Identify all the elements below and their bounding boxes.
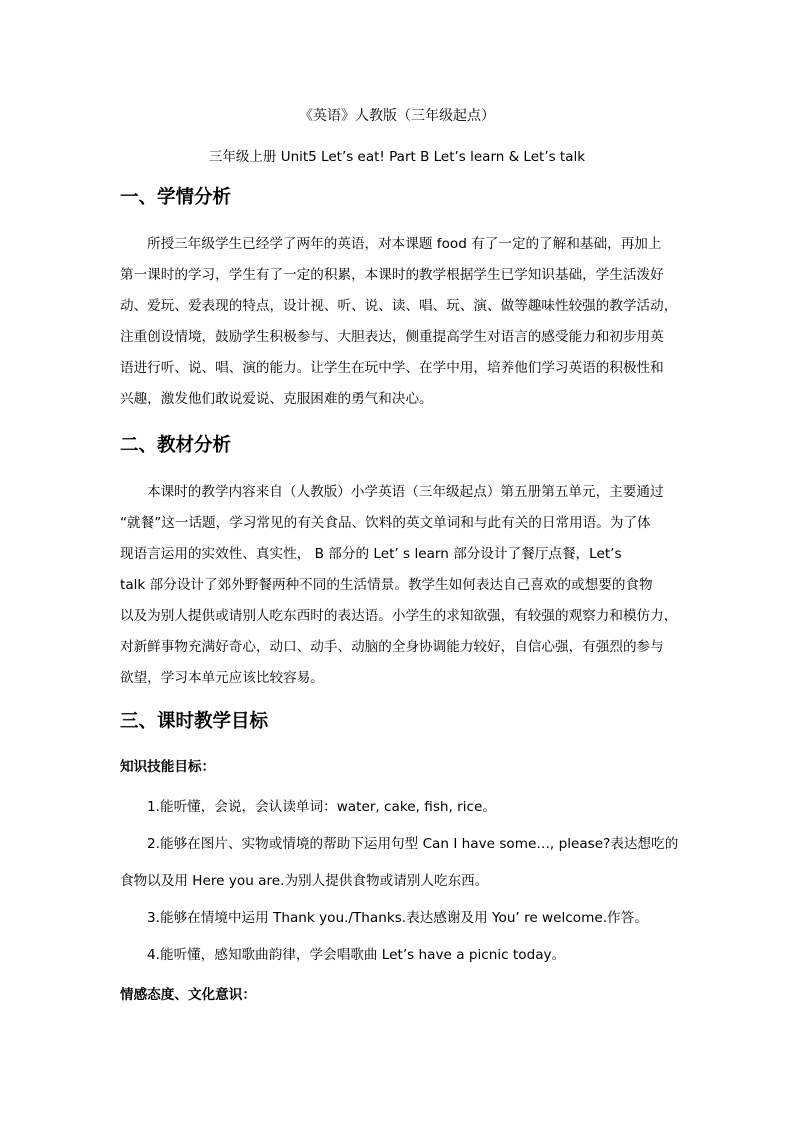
paragraph-line: 欲望，学习本单元应该比较容易。 [120, 670, 324, 686]
goal-item: 4.能听懂，感知歌曲韵律，学会唱歌曲 Let’s have a picnic today。 [147, 947, 566, 963]
knowledge-skills-label: 知识技能目标： [120, 759, 216, 775]
section-heading-teaching-goals: 三、课时教学目标 [120, 711, 269, 732]
goals-list [120, 789, 680, 974]
paragraph-line: 现语言运用的实效性、真实性， B 部分的 Let’ s learn 部分设计了餐厅点餐，Let’s [120, 546, 622, 562]
goal-item: 3.能够在情境中运用 Thank you./Thanks.表达感谢及用 You’ re welcome.作答。 [147, 910, 648, 926]
paragraph-line: 所授三年级学生已经学了两年的英语，对本课题 food 有了一定的了解和基础，再加上 [147, 236, 662, 252]
document-subtitle: 三年级上册 Unit5 Let’s eat! Part B Let’s learn & Let’s talk [208, 149, 586, 165]
goal-item: 2.能够在图片、实物或情境的帮助下运用句型 Can I have some…, please?表达想吃的 [147, 836, 679, 852]
emotion-culture-label: 情感态度、文化意识： [120, 987, 256, 1003]
paragraph-line: 对新鲜事物充满好奇心，动口、动手、动脑的全身协调能力较好，自信心强，有强烈的参与 [120, 639, 664, 655]
paragraph-line: 兴趣，激发他们敢说爱说、克服困难的勇气和决心。 [120, 391, 433, 407]
paragraph-line: talk 部分设计了郊外野餐两种不同的生活情景。教学生如何表达自己喜欢的或想要的食物 [120, 577, 653, 593]
goal-item: 食物以及用 Here you are.为别人提供食物或请别人吃东西。 [120, 873, 489, 889]
paragraph-line: 第一课时的学习，学生有了一定的积累，本课时的教学根据学生已学知识基础，学生活泼好 [120, 267, 664, 283]
paragraph-line: “就餐”这一话题，学习常见的有关食品、饮料的英文单词和与此有关的日常用语。为了体 [120, 515, 651, 531]
paragraph-line: 注重创设情境，鼓励学生积极参与、大胆表达，侧重提高学生对语言的感受能力和初步用英 [120, 329, 664, 345]
goal-item: 1.能听懂，会说，会认读单词：water, cake, fish, rice。 [147, 799, 496, 815]
section-heading-learner-analysis: 一、学情分析 [120, 187, 232, 208]
paragraph-line: 动、爱玩、爱表现的特点，设计视、听、说、读、唱、玩、演、做等趣味性较强的教学活动， [120, 298, 678, 314]
paragraph-line: 本课时的教学内容来自（人教版）小学英语（三年级起点）第五册第五单元，主要通过 [147, 484, 664, 500]
section-heading-textbook-analysis: 二、教材分析 [120, 435, 232, 456]
document-title: 《英语》人教版（三年级起点） [299, 108, 495, 124]
paragraph-learner-analysis [120, 229, 678, 415]
paragraph-textbook-analysis [120, 477, 678, 694]
paragraph-line: 以及为别人提供或请别人吃东西时的表达语。小学生的求知欲强，有较强的观察力和模仿力， [120, 608, 678, 624]
paragraph-line: 语进行听、说、唱、演的能力。让学生在玩中学、在学中用，培养他们学习英语的积极性和 [120, 360, 664, 376]
